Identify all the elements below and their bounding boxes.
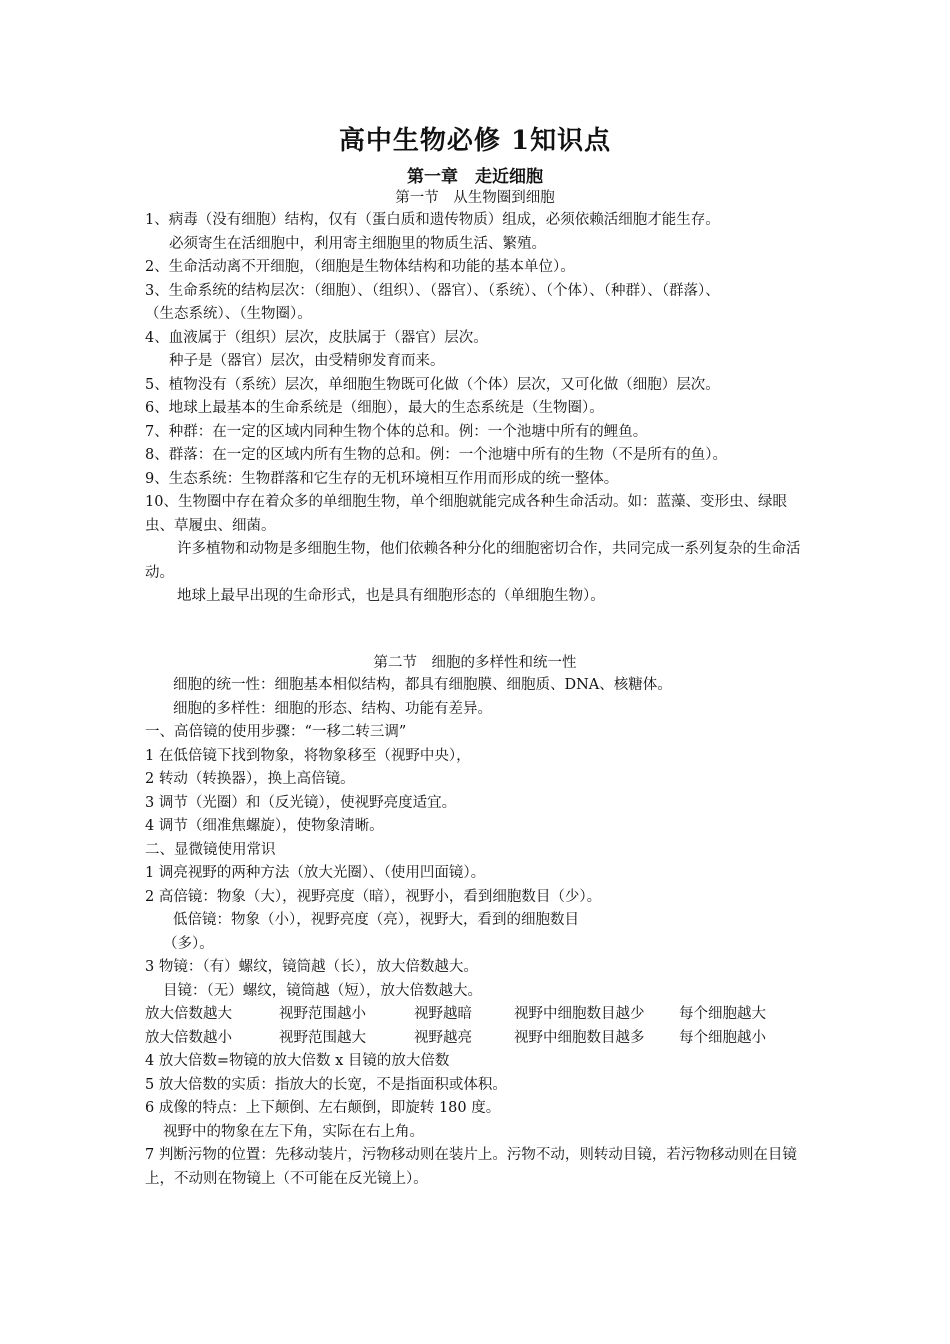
comparison-cell: 每个细胞越小 [679,1029,766,1046]
list-item: 低倍镜：物象（小），视野亮度（亮），视野大，看到的细胞数目 [173,912,579,928]
paragraph: 1、病毒（没有细胞）结构，仅有（蛋白质和遗传物质）组成，必须依赖活细胞才能生存。 [145,212,720,228]
paragraph: 必须寄生在活细胞中，利用寄主细胞里的物质生活、繁殖。 [169,235,546,252]
paragraph: 许多植物和动物是多细胞生物，他们依赖各种分化的细胞密切合作，共同完成一系列复杂的生命活动。 [145,541,801,581]
comparison-cell: 视野中细胞数目越多 [514,1029,645,1046]
document-title: 高中生物必修 1知识点 [338,126,612,156]
paragraph: 7、种群：在一定的区域内同种生物个体的总和。例：一个池塘中所有的鲤鱼。 [145,423,648,440]
list-item: 7 判断污物的位置：先移动装片，污物移动则在装片上。污物不动，则转动目镜，若污物移动则在目镜上，不动则在物镜上（不可能在反光镜上）。 [145,1147,797,1187]
section-heading-2: 第二节 细胞的多样性和统一性 [373,655,577,671]
paragraph: 9、生态系统：生物群落和它生存的无机环境相互作用而形成的统一整体。 [145,470,619,487]
paragraph: 6、地球上最基本的生命系统是（细胞），最大的生态系统是（生物圈）。 [145,400,604,416]
list-item: 1 调亮视野的两种方法（放大光圈）、（使用凹面镜）。 [145,865,486,881]
section-2-body [145,674,815,1191]
comparison-cell: 视野中细胞数目越少 [514,1006,645,1022]
paragraph: 8、群落：在一定的区域内所有生物的总和。例：一个池塘中所有的生物（不是所有的鱼）。 [145,447,727,463]
list-item: 3 物镜：（有）螺纹，镜筒越（长），放大倍数越大。 [145,959,478,975]
section-heading-1: 第一节 从生物圈到细胞 [395,190,555,206]
list-item: 4 调节（细准焦螺旋），使物象清晰。 [145,818,384,834]
paragraph: 5、植物没有（系统）层次，单细胞生物既可化做（个体）层次，又可化做（细胞）层次。 [145,376,720,393]
chapter-heading: 第一章 走近细胞 [407,167,543,187]
comparison-cell: 每个细胞越大 [679,1006,766,1022]
list-item: 4 放大倍数=物镜的放大倍数 x 目镜的放大倍数 [145,1053,450,1069]
paragraph: （生态系统）、（生物圈）。 [145,306,312,322]
comparison-cell: 视野越亮 [414,1029,472,1046]
comparison-row [145,1003,815,1027]
paragraph: 细胞的多样性：细胞的形态、结构、功能有差异。 [173,700,492,717]
list-item: 2 转动（转换器），换上高倍镜。 [145,771,355,787]
comparison-cell: 视野越暗 [414,1006,472,1022]
paragraph: 3、生命系统的结构层次：（细胞）、（组织）、（器官）、（系统）、（个体）、（种群）、（群落）、 [145,282,720,299]
comparison-row [145,1027,815,1051]
subheading: 二、显微镜使用常识 [145,841,276,858]
section-1-body [145,209,815,609]
list-item: 1 在低倍镜下找到物象，将物象移至（视野中央）， [145,747,471,764]
subheading: 一、高倍镜的使用步骤：“一移二转三调” [145,724,407,740]
comparison-cell: 放大倍数越小 [145,1029,232,1046]
comparison-cell: 视野范围越大 [279,1029,366,1046]
list-item: （多）。 [163,935,214,952]
list-item: 2 高倍镜：物象（大），视野亮度（暗），视野小，看到细胞数目（少）。 [145,888,602,905]
paragraph: 地球上最早出现的生命形式，也是具有细胞形态的（单细胞生物）。 [177,588,605,604]
comparison-cell: 放大倍数越大 [145,1006,232,1022]
paragraph: 2、生命活动离不开细胞，（细胞是生物体结构和功能的基本单位）。 [145,259,575,275]
list-item: 目镜：（无）螺纹，镜筒越（短），放大倍数越大。 [163,982,482,999]
paragraph: 10、生物圈中存在着众多的单细胞生物，单个细胞就能完成各种生命活动。如：蓝藻、变形虫、绿眼虫、草履虫、细菌。 [145,494,787,534]
list-item: 3 调节（光圈）和（反光镜），使视野亮度适宜。 [145,794,457,811]
paragraph: 细胞的统一性：细胞基本相似结构，都具有细胞膜、细胞质、DNA、核糖体。 [173,677,672,693]
comparison-cell: 视野范围越小 [279,1006,366,1022]
list-item: 视野中的物象在左下角，实际在右上角。 [163,1123,424,1140]
paragraph: 4、血液属于（组织）层次，皮肤属于（器官）层次。 [145,329,488,346]
list-item: 6 成像的特点：上下颠倒、左右颠倒，即旋转 180 度。 [145,1100,501,1116]
list-item: 5 放大倍数的实质：指放大的长宽，不是指面积或体积。 [145,1076,507,1093]
paragraph: 种子是（器官）层次，由受精卵发育而来。 [169,353,445,369]
